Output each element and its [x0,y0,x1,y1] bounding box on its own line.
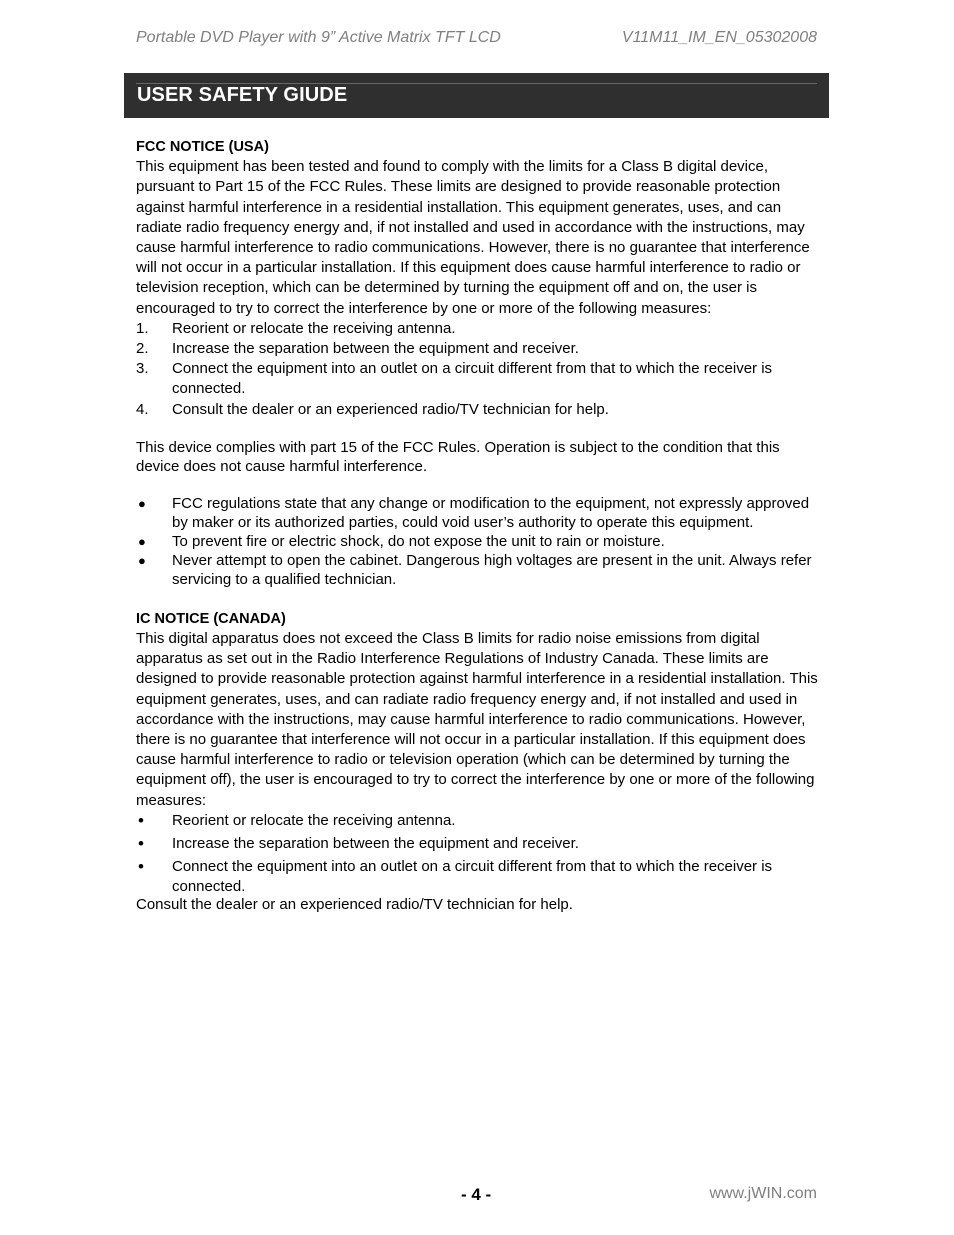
section-title-bar [124,73,829,118]
list-item: ● FCC regulations state that any change or modification to the equipment, not expressly approved by maker or its authorized parties, could void user’s authority to operate this equipment. [138,494,810,531]
ic-closing: Consult the dealer or an experienced radio/TV technician for help. [136,895,573,913]
ic-intro: This digital apparatus does not exceed the Class B limits for radio noise emissions from digital apparatus as set out in the Radio Interference Regulations of Industry Canada. These limits are designed to provide reasonable protection against harmful interference in a residential installation. This equipment generates, uses, and can radiate radio frequency energy and, if not installed and used in accordance with the instructions, may cause harmful interference to radio communications. However, there is no guarantee that interference will not occur in a particular installation. If this equipment does cause harmful interference to radio or television operation (which can be determined by turning the equipment off), the user is encouraged to try to correct the interference by one or more of the following measures: [136,630,818,809]
bullet-icon: • [138,834,144,854]
page-header [136,29,817,49]
list-item: ● To prevent fire or electric shock, do not expose the unit to rain or moisture. [138,532,665,550]
page-footer [136,1185,817,1207]
section-title: USER SAFETY GIUDE [137,84,348,106]
bullet-icon: ● [138,552,146,568]
ic-measures-list [136,811,822,898]
list-item: • Connect the equipment into an outlet on a circuit different from that to which the receiver is connected. [138,857,773,896]
list-item: 4. Consult the dealer or an experienced radio/TV technician for help. [136,400,609,418]
fcc-notes-list [136,494,822,589]
list-item: ● Never attempt to open the cabinet. Dangerous high voltages are present in the unit. Always refer servicing to a qualified technician. [138,551,812,588]
fcc-heading: FCC NOTICE (USA) [136,139,269,155]
bullet-icon: • [138,810,144,830]
fcc-compliance: This device complies with part 15 of the FCC Rules. Operation is subject to the condition that this device does not cause harmful interference. [136,438,780,475]
bullet-icon: ● [138,533,146,549]
footer-url: www.jWIN.com [709,1185,817,1202]
list-item: 2. Increase the separation between the equipment and receiver. [136,340,579,358]
page-content [136,137,822,915]
list-item: • Reorient or relocate the receiving antenna. [138,810,456,830]
list-item: • Increase the separation between the equipment and receiver. [138,834,579,854]
list-item: 1. Reorient or relocate the receiving antenna. [136,319,456,337]
bullet-icon: ● [138,495,146,511]
fcc-measures-list [136,319,822,420]
list-item: 3. Connect the equipment into an outlet on a circuit different from that to which the receiver is connected. [136,360,773,398]
document-code: V11M11_IM_EN_05302008 [621,29,817,46]
fcc-intro: This equipment has been tested and found to comply with the limits for a Class B digital device, pursuant to Part 15 of the FCC Rules. These limits are designed to provide reasonable protection against harmful interference in a residential installation. This equipment generates, uses, and can radiate radio frequency energy and, if not installed and used in accordance with the instructions, may cause harmful interference to radio communications. However, there is no guarantee that interference will not occur in a particular installation. If this equipment does cause harmful interference to radio or television reception, which can be determined by turning the equipment off and on, the user is encouraged to try to correct the interference by one or more of the following measures: [136,158,810,317]
document-title: Portable DVD Player with 9” Active Matrix TFT LCD [136,29,501,46]
ic-heading: IC NOTICE (CANADA) [136,610,286,627]
bullet-icon: • [138,857,144,877]
page-number: - 4 - [461,1185,492,1204]
